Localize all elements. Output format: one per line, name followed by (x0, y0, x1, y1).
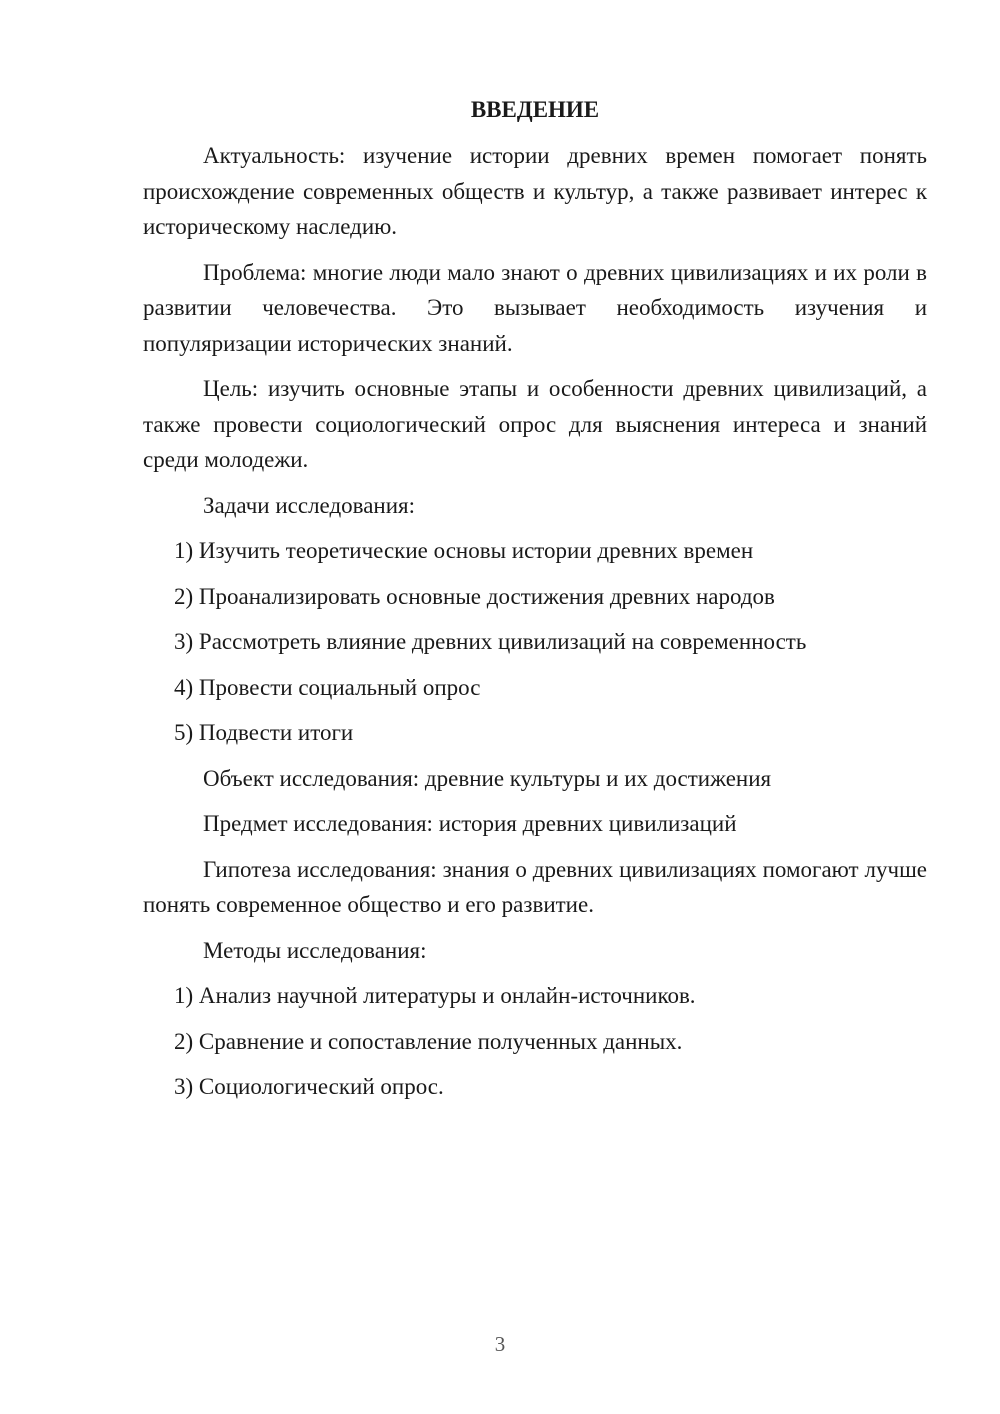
hypothesis-paragraph: Гипотеза исследования: знания о древних цивилизациях помогают лучше понять современное общество и его развитие. (143, 856, 927, 917)
method-item-1: 1) Анализ научной литературы и онлайн-источников. (174, 983, 696, 1008)
methods-heading: Методы исследования: (203, 937, 427, 963)
page-title: ВВЕДЕНИЕ (470, 97, 600, 122)
problem-paragraph: Проблема: многие люди мало знают о древних цивилизациях и их роли в развитии человечества. Это вызывает необходимость изучения и популяризации исторических знаний. (143, 259, 927, 356)
method-item-3: 3) Социологический опрос. (174, 1074, 444, 1099)
object-line: Объект исследования: древние культуры и их достижения (203, 765, 772, 791)
task-item-2: 2) Проанализировать основные достижения древних народов (174, 583, 775, 609)
task-item-5: 5) Подвести итоги (174, 720, 354, 745)
subject-line: Предмет исследования: история древних цивилизаций (203, 811, 737, 836)
tasks-heading: Задачи исследования: (203, 492, 416, 518)
task-item-3: 3) Рассмотреть влияние древних цивилизаций на современность (174, 629, 807, 654)
goal-paragraph: Цель: изучить основные этапы и особенности древних цивилизаций, а также провести социологический опрос для выяснения интереса и знаний среди молодежи. (143, 376, 927, 472)
page-content (143, 94, 927, 1115)
method-item-2: 2) Сравнение и сопоставление полученных данных. (174, 1028, 683, 1054)
relevance-paragraph: Актуальность: изучение истории древних времен помогает понять происхождение современных обществ и культур, а также развивает интерес к историческому наследию. (143, 143, 927, 239)
task-item-1: 1) Изучить теоретические основы истории древних времен (174, 538, 754, 563)
page-number: 3 (494, 1332, 506, 1356)
task-item-4: 4) Провести социальный опрос (174, 674, 481, 700)
